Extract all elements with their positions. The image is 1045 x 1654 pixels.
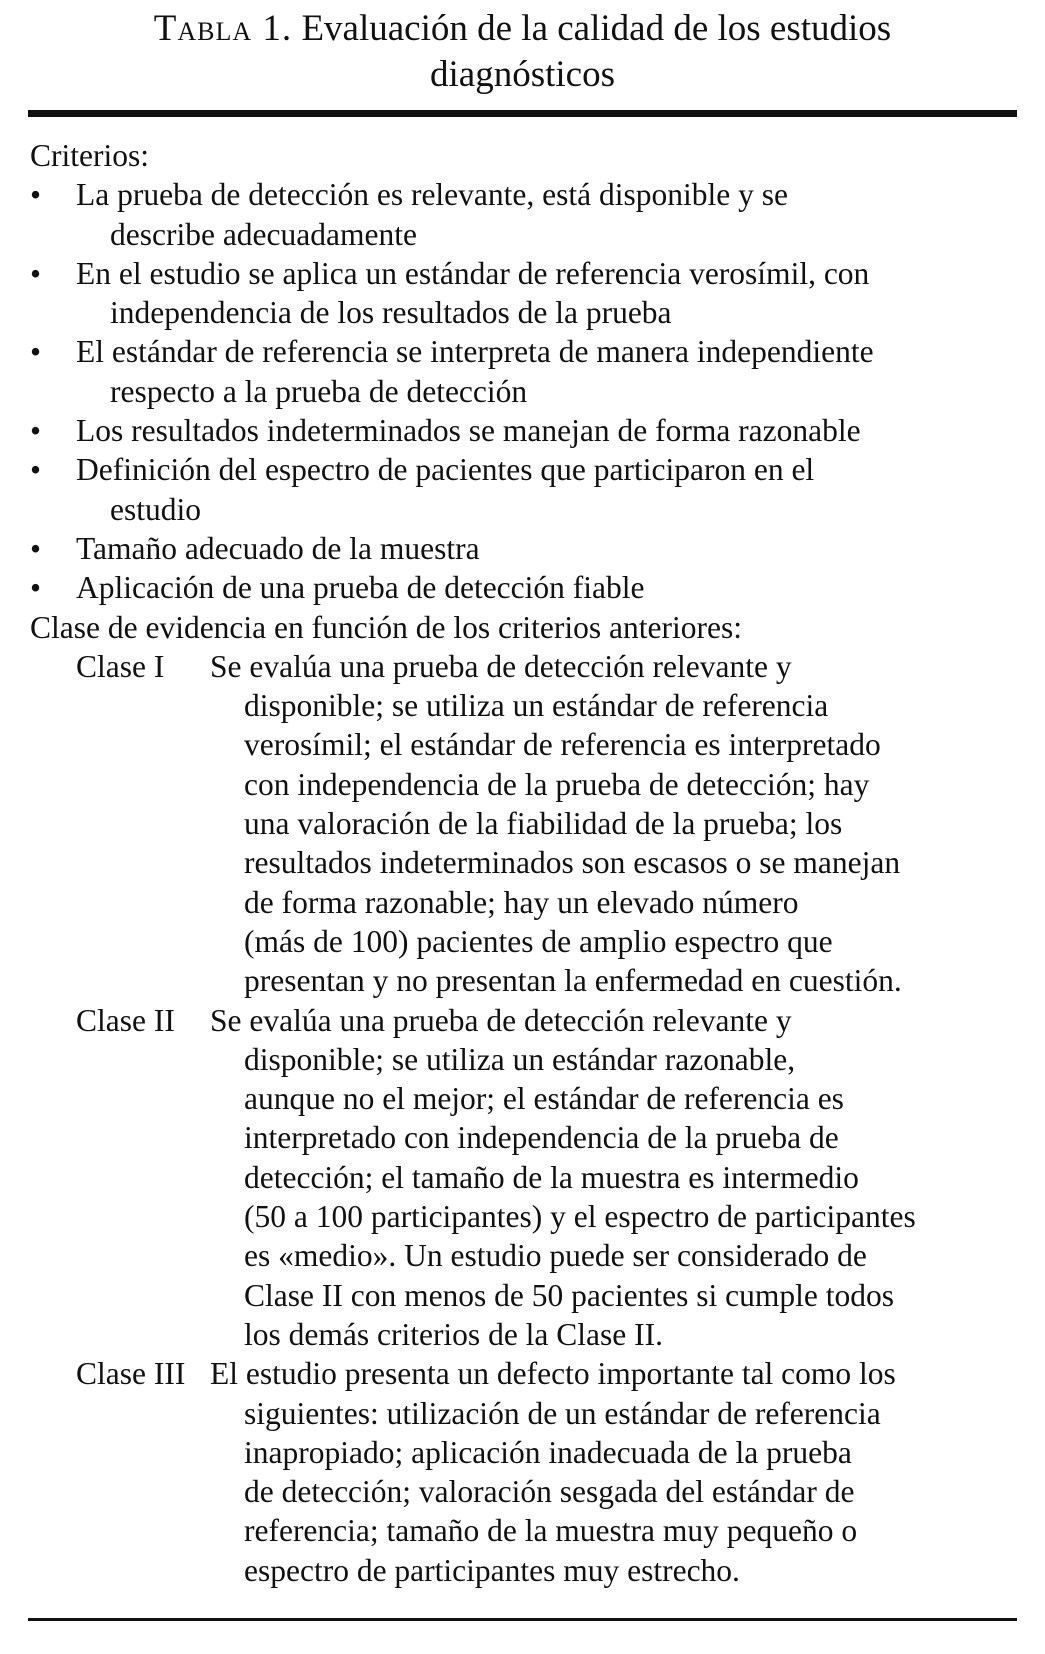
class-line: inapropiado; aplicación inadecuada de la prueba: [244, 1434, 852, 1470]
class-line: de forma razonable; hay un elevado número: [244, 884, 799, 920]
bullet-icon: •: [30, 570, 42, 606]
criterion-item: [30, 254, 1020, 333]
criterion-item: [30, 529, 1020, 568]
bottom-rule: [28, 1618, 1017, 1621]
class-text: Se evalúa una prueba de detección relevante y: [210, 1002, 792, 1038]
class-line: referencia; tamaño de la muestra muy pequeño o: [244, 1513, 858, 1549]
criterion-line: En el estudio se aplica un estándar de referencia verosímil, con: [76, 255, 870, 291]
table-title-text: Evaluación de la calidad de los estudios: [301, 8, 892, 49]
class-line: (50 a 100 participantes) y el espectro de participantes: [244, 1199, 916, 1235]
class-line: una valoración de la fiabilidad de la prueba; los: [244, 806, 843, 842]
class-line: disponible; se utiliza un estándar razonable,: [244, 1041, 796, 1077]
criterion-line: independencia de los resultados de la prueba: [110, 295, 672, 331]
class-line: espectro de participantes muy estrecho.: [244, 1552, 740, 1588]
criterion-line: Tamaño adecuado de la muestra: [76, 530, 480, 566]
class-label: Clase II: [76, 1002, 175, 1038]
class-item-2: [30, 1001, 1020, 1355]
class-label: Clase III: [76, 1356, 186, 1392]
class-line: los demás criterios de la Clase II.: [244, 1316, 663, 1352]
bullet-icon: •: [30, 334, 42, 370]
criterion-line: La prueba de detección es relevante, está disponible y se: [76, 177, 788, 213]
classes-list: [30, 647, 1020, 1590]
class-line: (más de 100) pacientes de amplio espectro que: [244, 923, 833, 959]
class-item-1: [30, 647, 1020, 1001]
class-line: verosímil; el estándar de referencia es interpretado: [244, 727, 881, 763]
criteria-heading: Criterios:: [30, 138, 149, 173]
criterion-line: El estándar de referencia se interpreta de manera independiente: [76, 334, 874, 370]
criterion-line: describe adecuadamente: [110, 216, 417, 252]
class-line: de detección; valoración sesgada del estándar de: [244, 1474, 855, 1510]
criterion-line: Aplicación de una prueba de detección fiable: [76, 570, 645, 606]
class-label: Clase I: [76, 648, 165, 684]
classes-heading: Clase de evidencia en función de los criterios anteriores:: [30, 609, 742, 645]
class-line: siguientes: utilización de un estándar de referencia: [244, 1395, 881, 1431]
table-body: [30, 136, 1020, 1590]
bullet-icon: •: [30, 530, 42, 566]
table-title-line-2: diagnósticos: [430, 54, 615, 95]
criterion-item: [30, 450, 1020, 529]
top-rule: [28, 110, 1017, 117]
class-line: con independencia de la prueba de detección; hay: [244, 766, 870, 802]
bullet-icon: •: [30, 177, 42, 213]
class-line: es «medio». Un estudio puede ser considerado de: [244, 1238, 867, 1274]
criterion-line: estudio: [110, 491, 201, 527]
class-item-3: [30, 1354, 1020, 1590]
criterion-line: Los resultados indeterminados se manejan de forma razonable: [76, 413, 861, 449]
criterion-item: [30, 332, 1020, 411]
criterion-item: [30, 568, 1020, 607]
table-number-label: Tabla 1.: [153, 8, 293, 49]
class-line: detección; el tamaño de la muestra es intermedio: [244, 1159, 859, 1195]
criterion-item: [30, 175, 1020, 254]
bullet-icon: •: [30, 255, 42, 291]
class-line: disponible; se utiliza un estándar de referencia: [244, 688, 829, 724]
class-line: aunque no el mejor; el estándar de referencia es: [244, 1081, 844, 1117]
class-line: presentan y no presentan la enfermedad en cuestión.: [244, 963, 902, 999]
class-line: resultados indeterminados son escasos o se manejan: [244, 845, 901, 881]
criterion-item: [30, 411, 1020, 450]
table-title: [40, 6, 1005, 98]
class-line: [76, 1354, 1020, 1393]
criterion-line: Definición del espectro de pacientes que participaron en el: [76, 452, 815, 488]
bullet-icon: •: [30, 452, 42, 488]
class-text: Se evalúa una prueba de detección relevante y: [210, 648, 792, 684]
class-line: [76, 1001, 1020, 1040]
class-line: Clase II con menos de 50 pacientes si cumple todos: [244, 1277, 894, 1313]
class-text: El estudio presenta un defecto importante tal como los: [210, 1356, 896, 1392]
criteria-list: [30, 175, 1020, 607]
table-title-line-1: [40, 6, 1005, 52]
class-line: [76, 647, 1020, 686]
bullet-icon: •: [30, 413, 42, 449]
class-line: interpretado con independencia de la prueba de: [244, 1120, 839, 1156]
criterion-line: respecto a la prueba de detección: [110, 373, 528, 409]
